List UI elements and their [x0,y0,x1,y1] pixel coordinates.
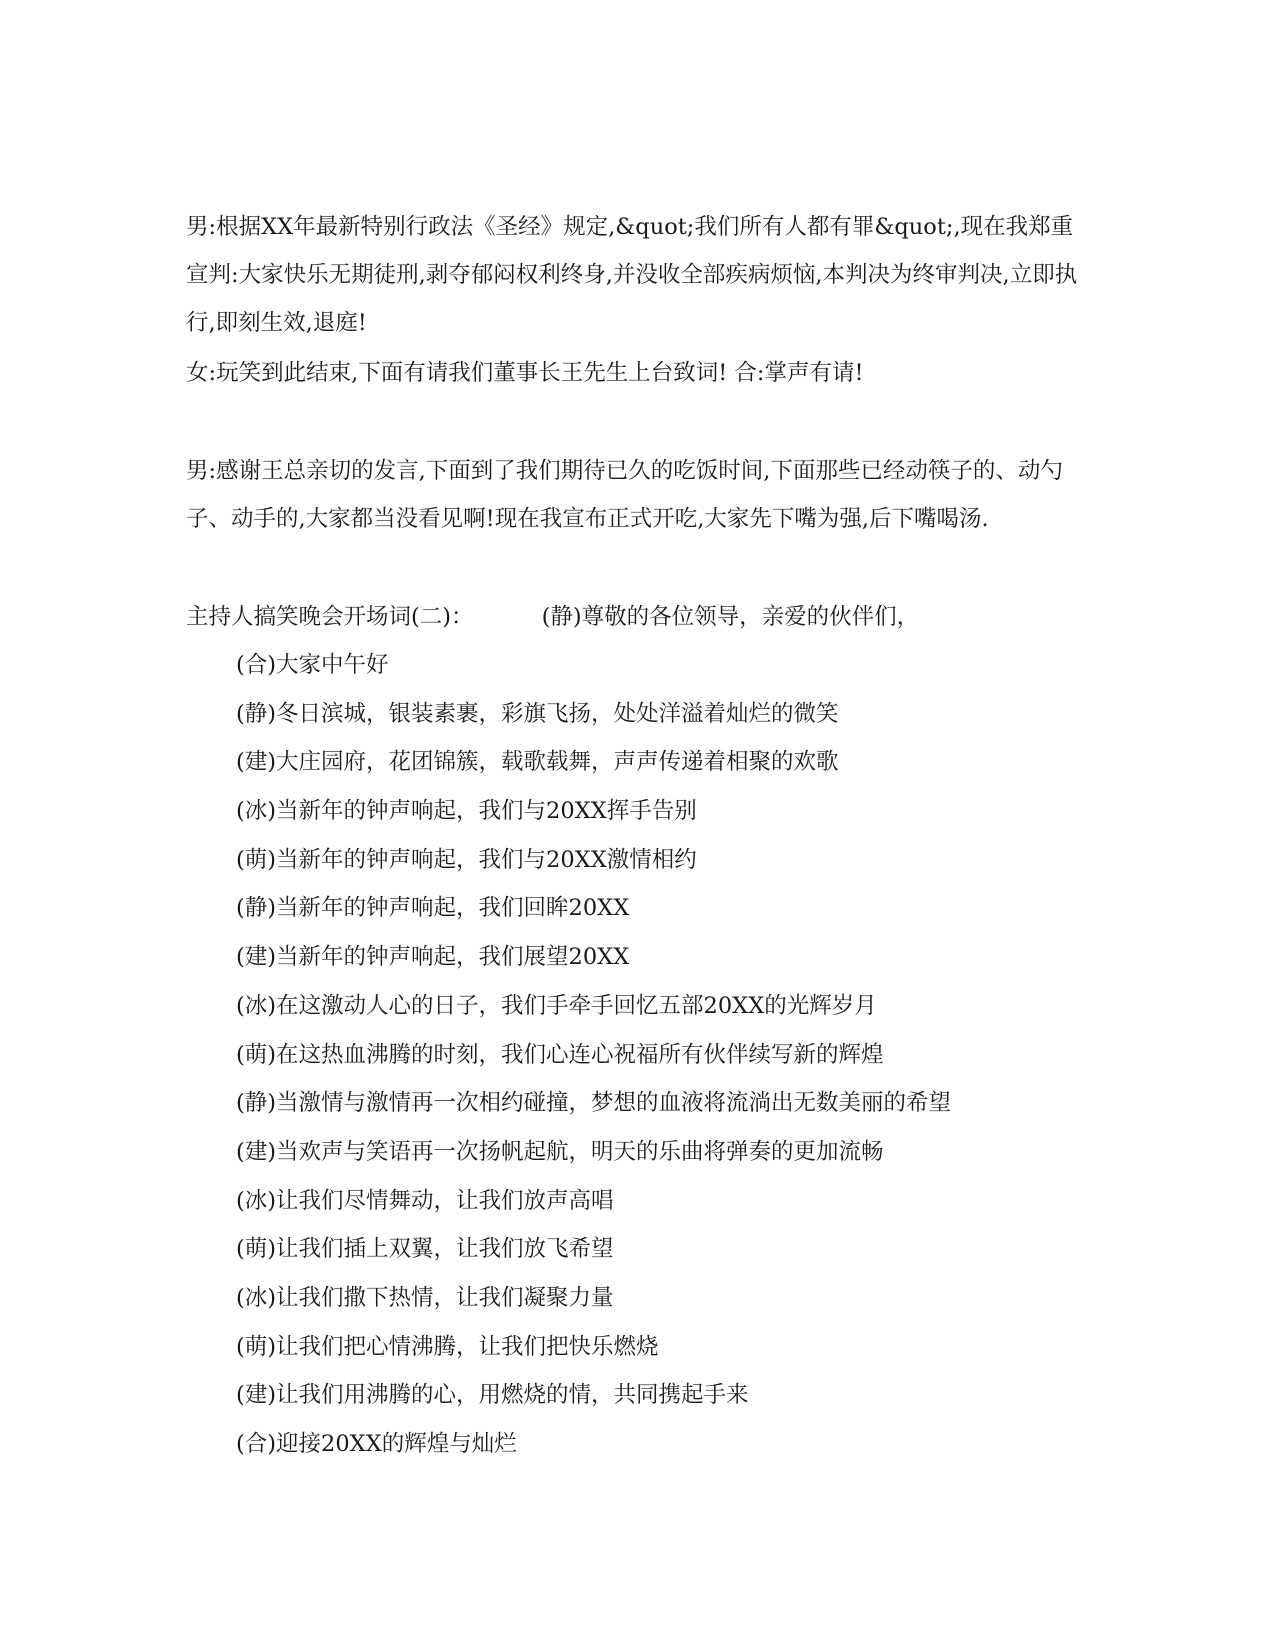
section-title: 主持人搞笑晚会开场词(二)： [186,604,474,630]
dialogue-line: (萌)当新年的钟声响起，我们与20XX激情相约 [236,846,697,873]
paragraph-end-joke: 女:玩笑到此结束,下面有请我们董事长王先生上台致词! 合:掌声有请! [186,360,864,386]
dialogue-line: (合)大家中午好 [236,652,389,678]
dialogue-line: (冰)当新年的钟声响起，我们与20XX挥手告别 [236,798,697,825]
dialogue-line: (萌)让我们插上双翼，让我们放飞希望 [236,1236,614,1263]
dialogue-line: (合)迎接20XX的辉煌与灿烂 [236,1431,517,1457]
dialogue-line: (建)大庄园府，花团锦簇，载歌载舞，声声传递着相聚的欢歌 [236,749,839,776]
dialogue-line: (萌)在这热血沸腾的时刻，我们心连心祝福所有伙伴续写新的辉煌 [236,1041,884,1068]
dialogue-line: (静)冬日滨城，银装素裹，彩旗飞扬，处处洋溢着灿烂的微笑 [236,700,839,727]
dialogue-line: (萌)让我们把心情沸腾，让我们把快乐燃烧 [236,1333,659,1360]
dialogue-line: (静)当激情与激情再一次相约碰撞，梦想的血液将流淌出无数美丽的希望 [236,1090,952,1117]
dialogue-line: (冰)让我们撒下热情，让我们凝聚力量 [236,1284,614,1311]
paragraph-verdict: 男:根据XX年最新特别行政法《圣经》规定,&quot;我们所有人都有罪&quot;,现在我郑重宣判:大家快乐无期徒刑,剥夺郁闷权利终身,并没收全部疾病烦恼,本判决为终审判决,立即执行,即刻生效,退庭! [186,214,1078,336]
section-heading [186,593,919,641]
dialogue-line: (建)当新年的钟声响起，我们展望20XX [236,944,630,971]
dialogue-line: (建)当欢声与笑语再一次扬帆起航，明天的乐曲将弹奏的更加流畅 [236,1138,884,1165]
dialogue-list [236,641,951,1469]
section-first-line: (静)尊敬的各位领导，亲爱的伙伴们， [541,604,920,630]
dialogue-line: (建)让我们用沸腾的心，用燃烧的情，共同携起手来 [236,1382,749,1409]
dialogue-line: (静)当新年的钟声响起，我们回眸20XX [236,895,630,922]
dialogue-line: (冰)让我们尽情舞动，让我们放声高唱 [236,1187,614,1214]
dialogue-line: (冰)在这激动人心的日子，我们手牵手回忆五部20XX的光辉岁月 [236,992,877,1019]
paragraph-meal: 男:感谢王总亲切的发言,下面到了我们期待已久的吃饭时间,下面那些已经动筷子的、动勺子、动手的,大家都当没看见啊!现在我宣布正式开吃,大家先下嘴为强,后下嘴喝汤. [186,458,1063,532]
